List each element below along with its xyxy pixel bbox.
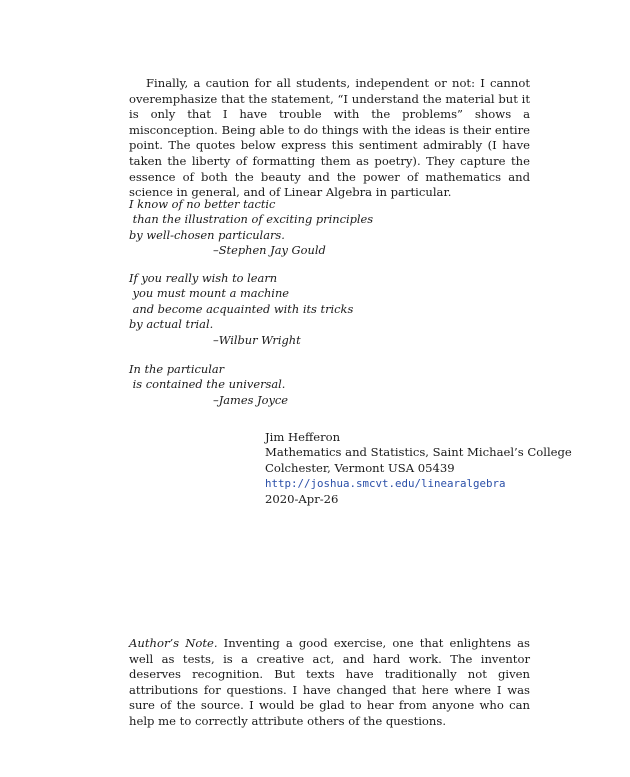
quote-wright bbox=[129, 271, 353, 348]
quote-line: and become acquainted with its tricks bbox=[129, 301, 354, 316]
quote-line: by well-chosen particulars. bbox=[129, 227, 285, 242]
quote-line: If you really wish to learn bbox=[129, 271, 278, 285]
signature-block bbox=[265, 430, 572, 507]
signature-date: 2020-Apr-26 bbox=[265, 491, 339, 506]
quote-attribution: –Stephen Jay Gould bbox=[213, 243, 326, 258]
quote-line: In the particular bbox=[129, 362, 225, 376]
quote-joyce bbox=[129, 362, 288, 408]
authors-note-lead: Author’s Note. bbox=[129, 636, 218, 650]
quote-attribution: –James Joyce bbox=[213, 392, 289, 407]
quote-line: is contained the universal. bbox=[129, 377, 286, 392]
quote-line: you must mount a machine bbox=[129, 286, 290, 301]
quote-line: by actual trial. bbox=[129, 317, 214, 332]
website-link[interactable]: http://joshua.smcvt.edu/linearalgebra bbox=[265, 477, 506, 491]
quote-gould bbox=[129, 197, 373, 259]
intro-text: Finally, a caution for all students, independent or not: I cannot overemphasize that the statement, “I understand the material but it is only that I have trouble with the problems” shows a misconception. Being able to do things with the ideas is their entire point. The quotes below express this sentiment admirably (I have taken the liberty of formatting them as poetry). They capture the essence of both the beauty and the power of mathematics and science in general, and of Linear Algebra in particular. bbox=[129, 76, 530, 200]
quote-line: than the illustration of exciting principles bbox=[129, 212, 374, 227]
author-name: Jim Hefferon bbox=[265, 430, 341, 444]
author-location: Colchester, Vermont USA 05439 bbox=[265, 460, 455, 475]
authors-note-paragraph bbox=[129, 636, 530, 730]
quote-line: I know of no better tactic bbox=[129, 197, 276, 211]
authors-note-text: Inventing a good exercise, one that enlightens as well as tests, is a creative act, and hard work. The inventor deserves recognition. But texts have traditionally not given attributions for questions. I have changed that here where I was sure of the source. I would be glad to hear from anyone who can help me to correctly attribute others of the questions. bbox=[129, 636, 530, 728]
author-affiliation: Mathematics and Statistics, Saint Michael’s College bbox=[265, 445, 572, 460]
intro-paragraph bbox=[129, 76, 530, 201]
quote-attribution: –Wilbur Wright bbox=[213, 332, 301, 347]
